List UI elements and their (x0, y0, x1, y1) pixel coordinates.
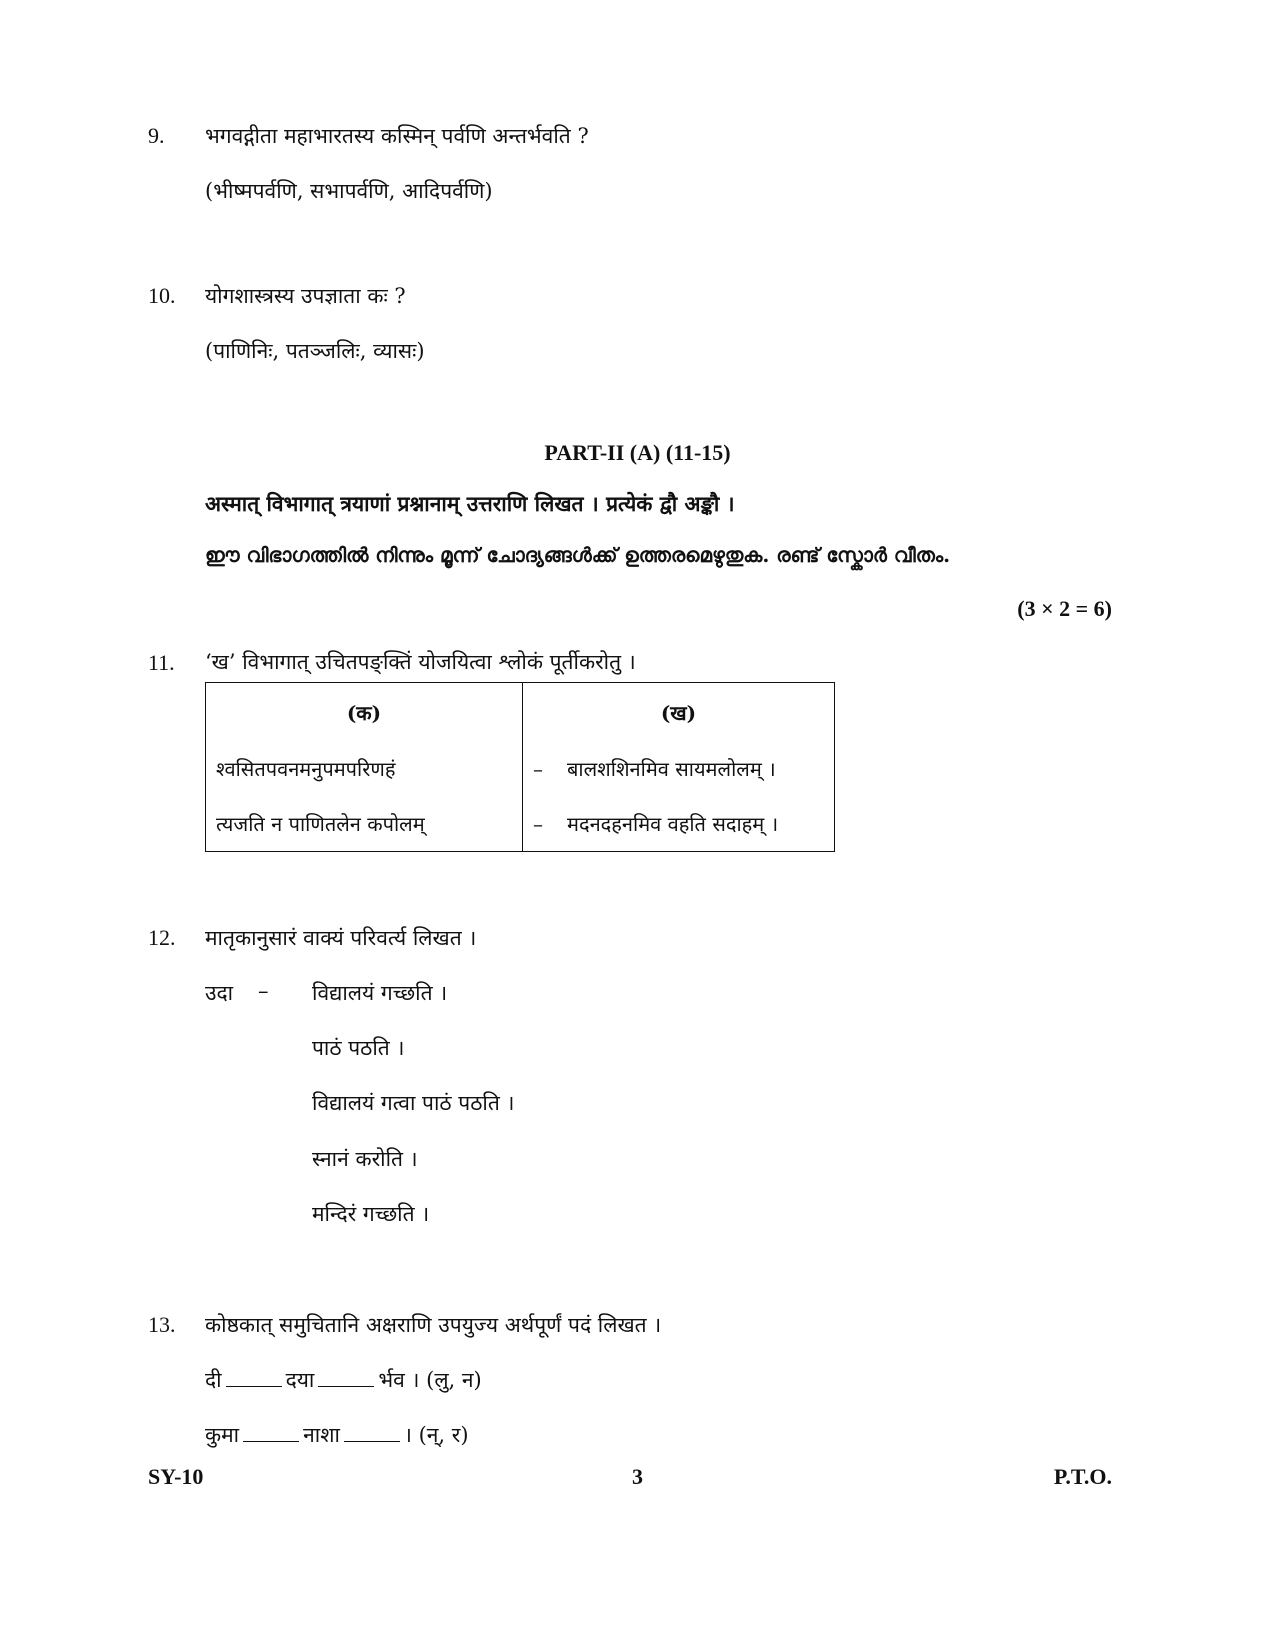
question-text: मातृकानुसारं वाक्यं परिवर्त्य लिखत । (205, 926, 477, 950)
cell-ka: श्वसितपवनमनुपमपरिणहं (206, 741, 523, 796)
question-options: (पाणिनिः, पतञ्जलिः, व्यासः) (205, 339, 425, 363)
fill-part: । (न्, र) (403, 1423, 469, 1447)
question-text: ‘ख’ विभागात् उचितपङ्क्तिं योजयित्वा श्लोकं पूर्तीकरोतु । (205, 650, 636, 674)
dash: – (533, 757, 543, 781)
column-header-ka: (क) (206, 683, 523, 742)
question-text: कोष्ठकात् समुचितानि अक्षराणि उपयुज्य अर्थपूर्णं पदं लिखत । (205, 1313, 662, 1337)
cell-kha (523, 741, 835, 796)
blank (226, 1385, 282, 1387)
table-header-row (206, 683, 835, 742)
fill-part: दया (285, 1368, 315, 1392)
question-number: 13. (148, 1312, 176, 1337)
question-number: 12. (148, 925, 176, 950)
fill-blank-line (205, 1366, 482, 1394)
example-line: पाठं पठति । (312, 1036, 405, 1060)
blank (344, 1440, 400, 1442)
question-text: भगवद्गीता महाभारतस्य कस्मिन् पर्वणि अन्तर्भवति ? (205, 124, 589, 148)
cell-kha-text: बालशशिनमिव सायमलोलम् । (567, 757, 776, 781)
matching-table (205, 682, 835, 852)
exercise-line: स्नानं करोति । (312, 1147, 418, 1171)
example-dash: – (258, 979, 269, 1003)
exercise-line: मन्दिरं गच्छति । (312, 1202, 430, 1226)
question-options: (भीष्मपर्वणि, सभापर्वणि, आदिपर्वणि) (205, 179, 493, 203)
fill-part: दी (205, 1368, 222, 1392)
fill-part: कुमा (205, 1423, 240, 1447)
question-number: 11. (148, 650, 175, 675)
part-title: PART-II (A) (11-15) (544, 440, 731, 465)
column-header-kha: (ख) (523, 683, 835, 742)
fill-part: नाशा (303, 1423, 340, 1447)
paper-code: SY-10 (148, 1464, 204, 1489)
pto-label: P.T.O. (1053, 1464, 1112, 1489)
question-number: 10. (148, 283, 176, 308)
dash: – (533, 812, 543, 836)
part-instruction-malayalam: ഈ വിഭാഗത്തിൽ നിന്നും മൂന്ന് ചോദ്യങ്ങൾക്ക് ഉത്തരമെഴുതുക. രണ്ട് സ്കോർ വീതം. (205, 543, 951, 567)
question-number: 9. (148, 123, 165, 148)
cell-kha (523, 796, 835, 852)
question-text: योगशास्त्रस्य उपज्ञाता कः ? (205, 284, 406, 308)
table-row (206, 741, 835, 796)
fill-part: र्भव । (लु, न) (378, 1368, 482, 1392)
fill-blank-line (205, 1421, 469, 1449)
cell-kha-text: मदनदहनमिव वहति सदाहम् । (567, 812, 779, 836)
marks-allocation: (3 × 2 = 6) (1017, 596, 1112, 621)
table-row (206, 796, 835, 852)
blank (318, 1385, 374, 1387)
example-line: विद्यालयं गत्वा पाठं पठति । (312, 1091, 515, 1115)
part-instruction-sanskrit: अस्मात् विभागात् त्रयाणां प्रश्नानाम् उत्तराणि लिखत । प्रत्येकं द्वौ अङ्कौ । (205, 491, 735, 516)
blank (243, 1440, 299, 1442)
example-label: उदा (205, 981, 234, 1005)
example-line: विद्यालयं गच्छति । (312, 981, 448, 1005)
cell-ka: त्यजति न पाणितलेन कपोलम् (206, 796, 523, 852)
page-number: 3 (632, 1464, 643, 1489)
